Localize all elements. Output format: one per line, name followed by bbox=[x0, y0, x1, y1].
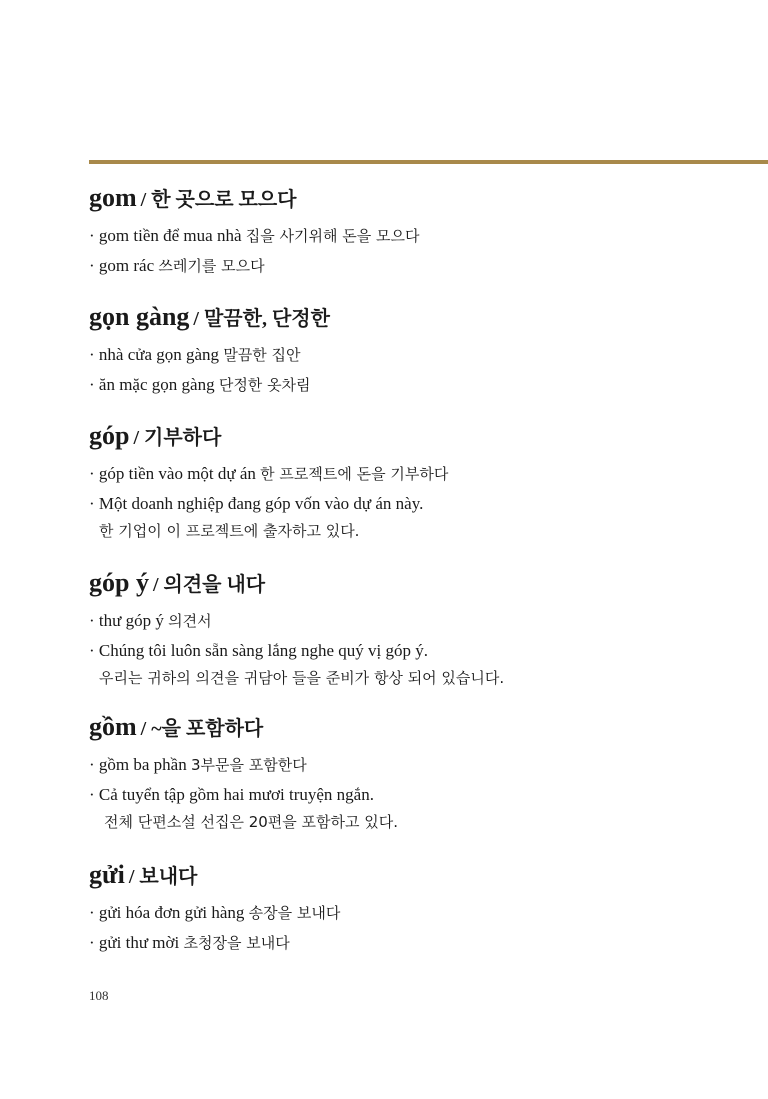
example-sentence bbox=[89, 489, 748, 518]
example-vi: · nhà cửa gọn gàng bbox=[89, 345, 220, 364]
headword-meaning: / 말끔한, 단정한 bbox=[193, 308, 330, 330]
example-translation: 우리는 귀하의 의견을 귀담아 들을 준비가 항상 되어 있습니다. bbox=[99, 669, 505, 687]
example-translation: 전체 단편소설 선집은 20편을 포함하고 있다. bbox=[104, 813, 399, 831]
entry-heading bbox=[89, 856, 748, 898]
example-ko: 쓰레기를 모으다 bbox=[158, 257, 265, 275]
example-line bbox=[89, 928, 748, 958]
example-ko: 의견서 bbox=[168, 612, 212, 630]
headword: gồm bbox=[89, 712, 137, 741]
example-line bbox=[89, 606, 748, 636]
example-vi: · gom rác bbox=[89, 256, 155, 275]
example-ko: 초청장을 보내다 bbox=[183, 934, 290, 952]
example-line bbox=[89, 750, 748, 780]
entry-gop-y bbox=[89, 564, 748, 692]
header-rule bbox=[89, 160, 768, 164]
example-ko: 한 프로젝트에 돈을 기부하다 bbox=[260, 465, 449, 483]
headword-meaning: / 한 곳으로 모으다 bbox=[140, 189, 297, 211]
example-vi: · gồm ba phần bbox=[89, 755, 187, 774]
example-vi: · gom tiền để mua nhà bbox=[89, 226, 242, 245]
example-vi: · gửi thư mời bbox=[89, 933, 180, 952]
headword-meaning: / 의견을 내다 bbox=[152, 574, 266, 596]
example-line bbox=[89, 370, 748, 400]
headword: gửi bbox=[89, 860, 125, 889]
example-line bbox=[89, 251, 748, 281]
example-ko: 3부문을 포함한다 bbox=[190, 756, 307, 774]
entry-gop bbox=[89, 417, 748, 545]
page-number: 108 bbox=[89, 988, 109, 1003]
entry-heading bbox=[89, 298, 748, 340]
entry-gom-2 bbox=[89, 708, 748, 836]
example-vi: · Cả tuyển tập gồm hai mươi truyện ngắn. bbox=[89, 785, 374, 804]
example-sentence bbox=[89, 780, 748, 809]
headword-meaning: / 기부하다 bbox=[133, 427, 222, 449]
example-vi: · thư góp ý bbox=[89, 611, 164, 630]
example-line bbox=[89, 340, 748, 370]
headword: góp bbox=[89, 421, 130, 450]
example-ko: 집을 사기위해 돈을 모으다 bbox=[245, 227, 420, 245]
example-line bbox=[89, 459, 748, 489]
example-sentence bbox=[89, 636, 748, 665]
example-ko: 말끔한 집안 bbox=[223, 346, 301, 364]
entry-heading bbox=[89, 179, 748, 221]
example-line bbox=[89, 898, 748, 928]
entry-heading bbox=[89, 417, 748, 459]
entry-gom bbox=[89, 179, 748, 281]
headword-meaning: / ~을 포함하다 bbox=[140, 718, 264, 740]
entry-gui bbox=[89, 856, 748, 958]
example-ko: 단정한 옷차림 bbox=[218, 376, 311, 394]
headword: góp ý bbox=[89, 568, 149, 597]
example-vi: · Một doanh nghiệp đang góp vốn vào dự án này. bbox=[89, 494, 424, 513]
example-ko: 송장을 보내다 bbox=[248, 904, 341, 922]
example-vi: · gửi hóa đơn gửi hàng bbox=[89, 903, 245, 922]
entry-heading bbox=[89, 564, 748, 606]
example-line bbox=[89, 221, 748, 251]
example-vi: · Chúng tôi luôn sẵn sàng lắng nghe quý vị góp ý. bbox=[89, 641, 429, 660]
example-translation: 한 기업이 이 프로젝트에 출자하고 있다. bbox=[99, 522, 360, 540]
headword: gom bbox=[89, 183, 137, 212]
entry-heading bbox=[89, 708, 748, 750]
entry-gon-gang bbox=[89, 298, 748, 400]
example-vi: · góp tiền vào một dự án bbox=[89, 464, 256, 483]
example-vi: · ăn mặc gọn gàng bbox=[89, 375, 215, 394]
headword: gọn gàng bbox=[89, 302, 190, 331]
headword-meaning: / 보내다 bbox=[128, 866, 198, 888]
